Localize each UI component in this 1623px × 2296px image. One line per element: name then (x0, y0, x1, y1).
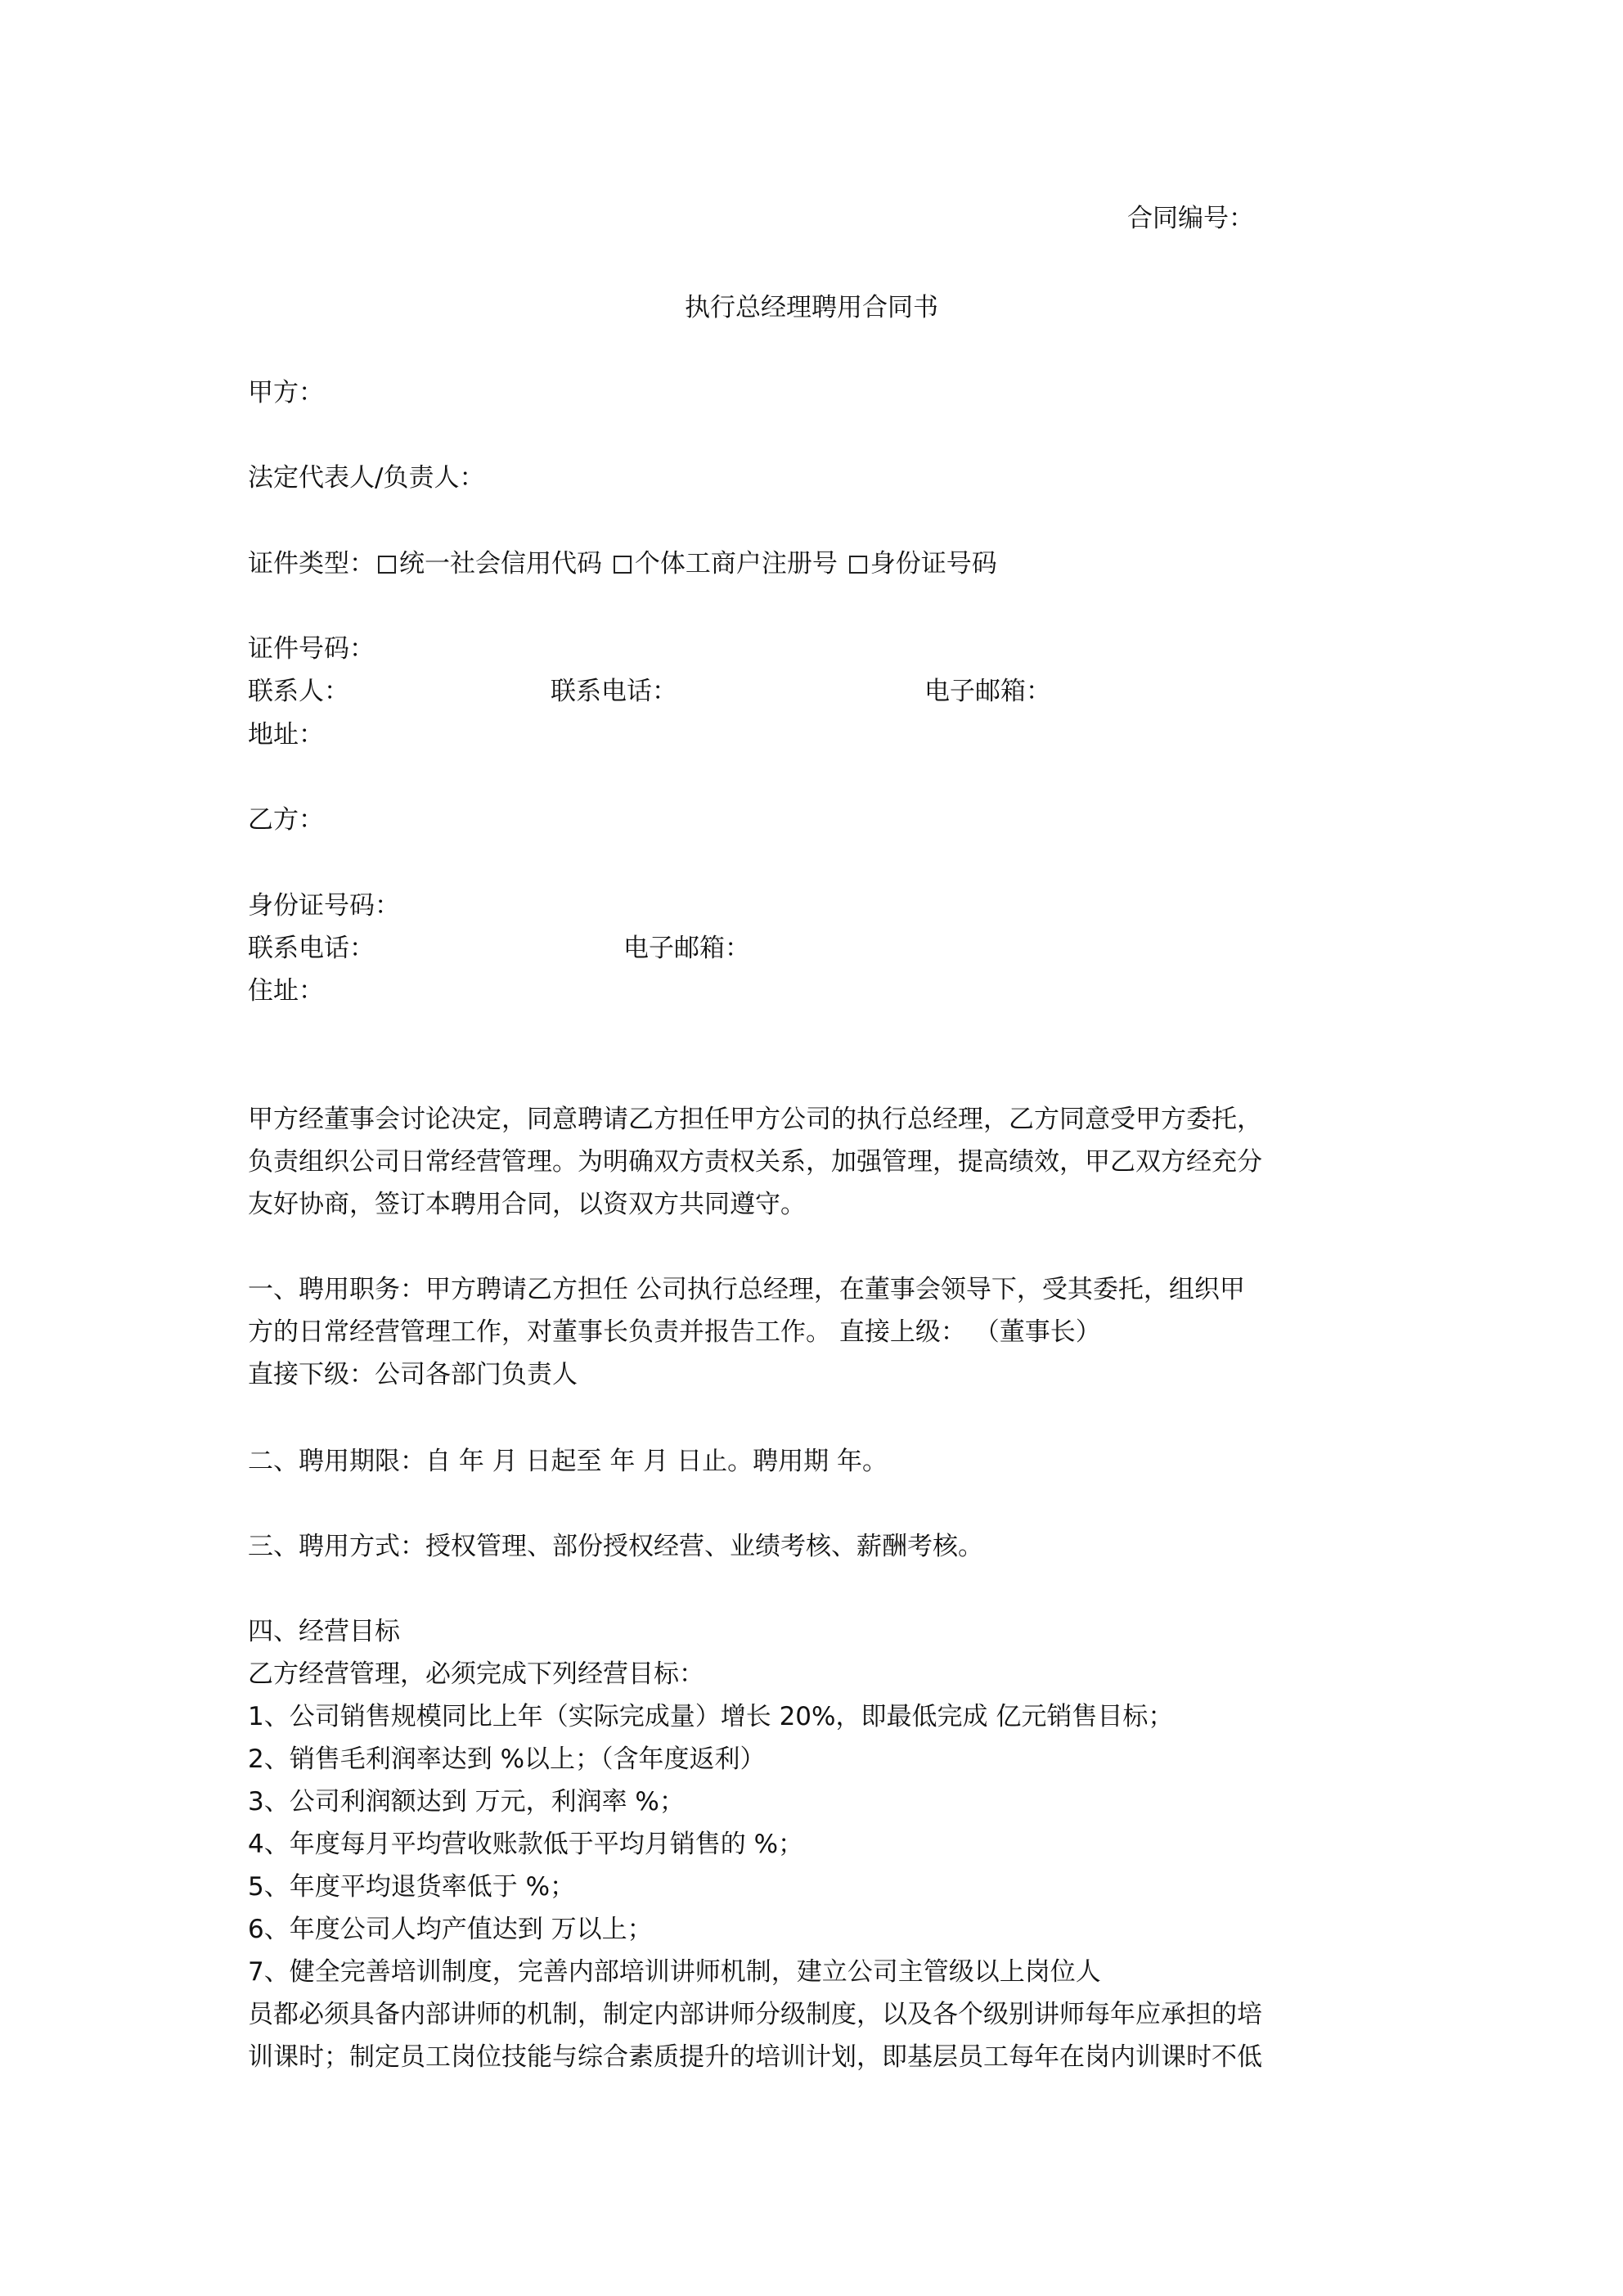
party-b-contact-phone: 联系电话： (248, 934, 375, 963)
section-method: 三、聘用方式：授权管理、部份授权经营、业绩考核、薪酬考核。 (248, 1532, 983, 1561)
text-line: 训课时；制定员工岗位技能与综合素质提升的培训计划，即基层员工每年在岗内训课时不低 (248, 2042, 1262, 2072)
section-targets (248, 1610, 1387, 2078)
contract-number-label: 合同编号： (1127, 204, 1254, 233)
target-item: 4、年度每月平均营收账款低于平均月销售的 %； (248, 1830, 804, 1859)
id-type-option: 身份证号码 (870, 549, 997, 579)
target-item: 7、健全完善培训制度，完善内部培训讲师机制，建立公司主管级以上岗位人 (248, 1957, 1101, 1987)
target-item: 5、年度平均退货率低于 %； (248, 1872, 576, 1902)
party-a-email: 电子邮箱： (924, 677, 1051, 706)
party-a-legal-rep: 法定代表人/负责人： (248, 463, 485, 493)
checkbox-id-card[interactable] (849, 556, 867, 574)
text-line: 员都必须具备内部讲师的机制，制定内部讲师分级制度，以及各个级别讲师每年应承担的培 (248, 2000, 1262, 2029)
party-b-address: 住址： (248, 976, 324, 1006)
party-a-contact-person: 联系人： (248, 677, 349, 706)
id-type-option: 统一社会信用代码 (399, 549, 602, 579)
text-line: 友好协商，签订本聘用合同，以资双方共同遵守。 (248, 1190, 806, 1219)
party-a-label: 甲方： (248, 378, 324, 407)
party-a-id-number: 证件号码： (248, 634, 375, 664)
section-term: 二、聘用期限：自 年 月 日起至 年 月 日止。聘用期 年。 (248, 1447, 888, 1476)
id-type-option: 个体工商户注册号 (634, 549, 838, 579)
party-a-address: 地址： (248, 720, 324, 750)
checkbox-credit-code[interactable] (378, 556, 396, 574)
party-b-id-number: 身份证号码： (248, 891, 400, 921)
section-position (248, 1268, 1387, 1396)
party-a-contact-phone: 联系电话： (551, 677, 677, 706)
party-b-label: 乙方： (248, 805, 324, 835)
preamble-paragraph (248, 1098, 1387, 1226)
text-line: 甲方经董事会讨论决定，同意聘请乙方担任甲方公司的执行总经理，乙方同意受甲方委托， (248, 1105, 1262, 1134)
target-item: 3、公司利润额达到 万元，利润率 %； (248, 1787, 685, 1817)
text-line: 方的日常经营管理工作，对董事长负责并报告工作。 直接上级： （董事长） (248, 1317, 1101, 1347)
text-line: 直接下级：公司各部门负责人 (248, 1360, 578, 1389)
id-type-label: 证件类型： (248, 549, 375, 579)
text-line: 负责组织公司日常经营管理。为明确双方责权关系，加强管理，提高绩效，甲乙双方经充分 (248, 1147, 1262, 1177)
document-title: 执行总经理聘用合同书 (685, 293, 938, 322)
target-item: 6、年度公司人均产值达到 万以上； (248, 1915, 653, 1944)
text-line: 一、聘用职务：甲方聘请乙方担任 公司执行总经理，在董事会领导下，受其委托，组织甲 (248, 1275, 1245, 1304)
target-item: 2、销售毛利润率达到 %以上；（含年度返利） (248, 1745, 766, 1774)
target-item: 1、公司销售规模同比上年（实际完成量）增长 20%，即最低完成 亿元销售目标； (248, 1702, 1174, 1731)
checkbox-business-reg[interactable] (614, 556, 632, 574)
section-intro: 乙方经营管理，必须完成下列经营目标： (248, 1659, 704, 1689)
party-a-id-type (248, 542, 997, 585)
section-heading: 四、经营目标 (248, 1617, 400, 1646)
party-b-email: 电子邮箱： (623, 934, 750, 963)
